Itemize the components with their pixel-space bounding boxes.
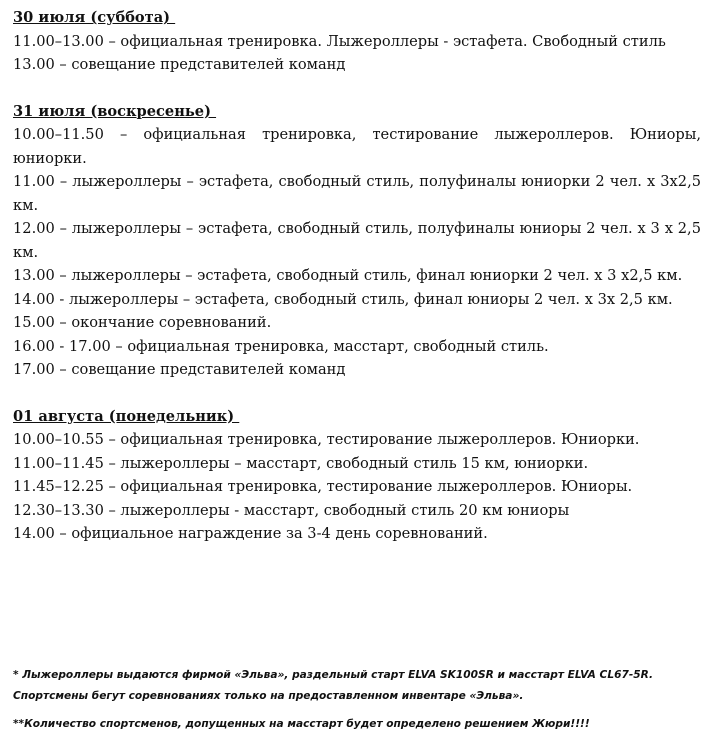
footnote-jury: **Количество спортсменов, допущенных на масстарт будет определено решением Жюри!!!! xyxy=(13,718,590,730)
day-heading: 31 июля (воскресенье) xyxy=(13,102,217,120)
schedule-entry: 10.00–10.55 – официальная тренировка, тестирование лыжероллеров. Юниорки. xyxy=(13,431,640,448)
schedule-entry: 11.45–12.25 – официальная тренировка, тестирование лыжероллеров. Юниоры. xyxy=(13,478,633,495)
schedule-entry: 11.00–13.00 – официальная тренировка. Лыжероллеры - эстафета. Свободный стиль xyxy=(13,32,666,50)
schedule-entry: 10.00–11.50 – официальная тренировка, тестирование лыжероллеров. Юниоры, юниорки. xyxy=(13,126,701,167)
day-heading: 30 июля (суббота) xyxy=(13,9,176,26)
day-section-aug-01 xyxy=(13,405,701,546)
schedule-entry: 11.00–11.45 – лыжероллеры – масстарт, свободный стиль 15 км, юниорки. xyxy=(13,454,589,472)
schedule-entry: 12.30–13.30 – лыжероллеры - масстарт, свободный стиль 20 км юниоры xyxy=(13,501,570,519)
schedule-entry: 14.00 – официальное награждение за 3-4 день соревнований. xyxy=(13,525,488,542)
schedule-entry: 11.00 – лыжероллеры – эстафета, свободный стиль, полуфиналы юниорки 2 чел. х 3х2,5 км. xyxy=(13,173,701,214)
footnotes xyxy=(13,665,701,735)
schedule-entry: 16.00 - 17.00 – официальная тренировка, масстарт, свободный стиль. xyxy=(13,337,549,355)
footnote-equipment: * Лыжероллеры выдаются фирмой «Эльва», раздельный старт ELVA SK100SR и масстарт ELVA CL67-5R. Спортсмены бегут соревнованиях только на предоставленном инвентаре «Эльва». xyxy=(13,669,653,702)
schedule-entry: 14.00 - лыжероллеры – эстафета, свободный стиль, финал юниоры 2 чел. х 3х 2,5 км. xyxy=(13,290,673,308)
day-section-jul-30 xyxy=(13,6,701,77)
schedule-entry: 13.00 – совещание представителей команд xyxy=(13,56,346,73)
schedule-entry: 12.00 – лыжероллеры – эстафета, свободный стиль, полуфиналы юниоры 2 чел. х 3 х 2,5 км. xyxy=(13,220,701,261)
schedule-entry: 15.00 – окончание соревнований. xyxy=(13,314,272,331)
schedule-document xyxy=(13,6,701,569)
schedule-entry: 17.00 – совещание представителей команд xyxy=(13,361,346,378)
day-section-jul-31 xyxy=(13,100,701,382)
day-heading: 01 августа (понедельник) xyxy=(13,407,240,425)
schedule-entry: 13.00 – лыжероллеры – эстафета, свободный стиль, финал юниорки 2 чел. х 3 х2,5 км. xyxy=(13,267,683,284)
